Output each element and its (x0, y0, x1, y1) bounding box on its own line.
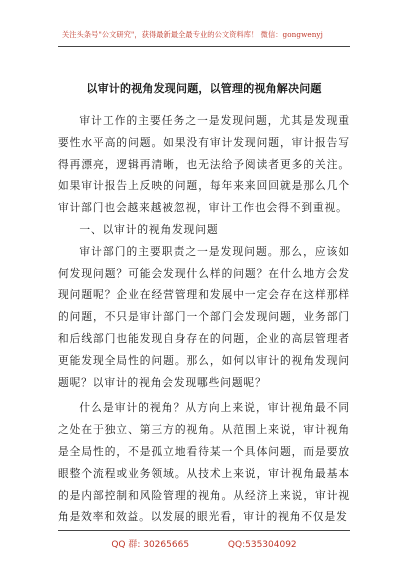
paragraph-intro: 审计工作的主要任务之一是发现问题，尤其是发现重要性水平高的问题。如果没有审计发现问题，审计报告写得再漂亮，逻辑再清晰，也无法给予阅读者更多的关注。如果审计报告上反映的问题，每年来来回回就是那么几个审计部门也会越来越被忽视，审计工作也会得不到重视。 (58, 114, 350, 215)
section-heading: 一、以审计的视角发现问题 (79, 222, 219, 236)
header-banner: 关注头条号"公文研究"，获得最新最全最专业的公文资料库！ 微信：gongwenyj (62, 30, 323, 39)
header-divider (58, 46, 350, 47)
footer (0, 537, 408, 550)
footer-qq: QQ:535304092 (227, 540, 297, 550)
paragraph-2: 审计部门的主要职责之一是发现问题。那么，应该如何发现问题？可能会发现什么样的问题？在什么地方会发现问题呢？企业在经营管理和发展中一定会存在这样那样的问题，不只是审计部门一个部门会发现问题，业务部门和后线部门也能发现自身存在的问题，企业的高层管理者更能发现全局性的问题。那么，如何以审计的视角发现问题呢？以审计的视角会发现哪些问题呢？ (58, 244, 350, 389)
document-title: 以审计的视角发现问题，以管理的视角解决问题 (86, 82, 322, 95)
paragraph-3: 什么是审计的视角？从方向上来说，审计视角最不同之处在于独立、第三方的视角。从范围上来说，审计视角是全局性的，不是孤立地看待某一个具体问题，而是要放眼整个流程或业务领域。从技术上来说，审计视角最基本的是内部控制和风险管理的视角。从经济上来说，审计视角是效率和效益。以发展的眼光看，审计的视角不仅是发 (58, 401, 350, 524)
footer-qq-group: QQ 群: 30265665 (111, 540, 190, 550)
document-body (58, 110, 350, 528)
footer-divider (58, 530, 350, 531)
